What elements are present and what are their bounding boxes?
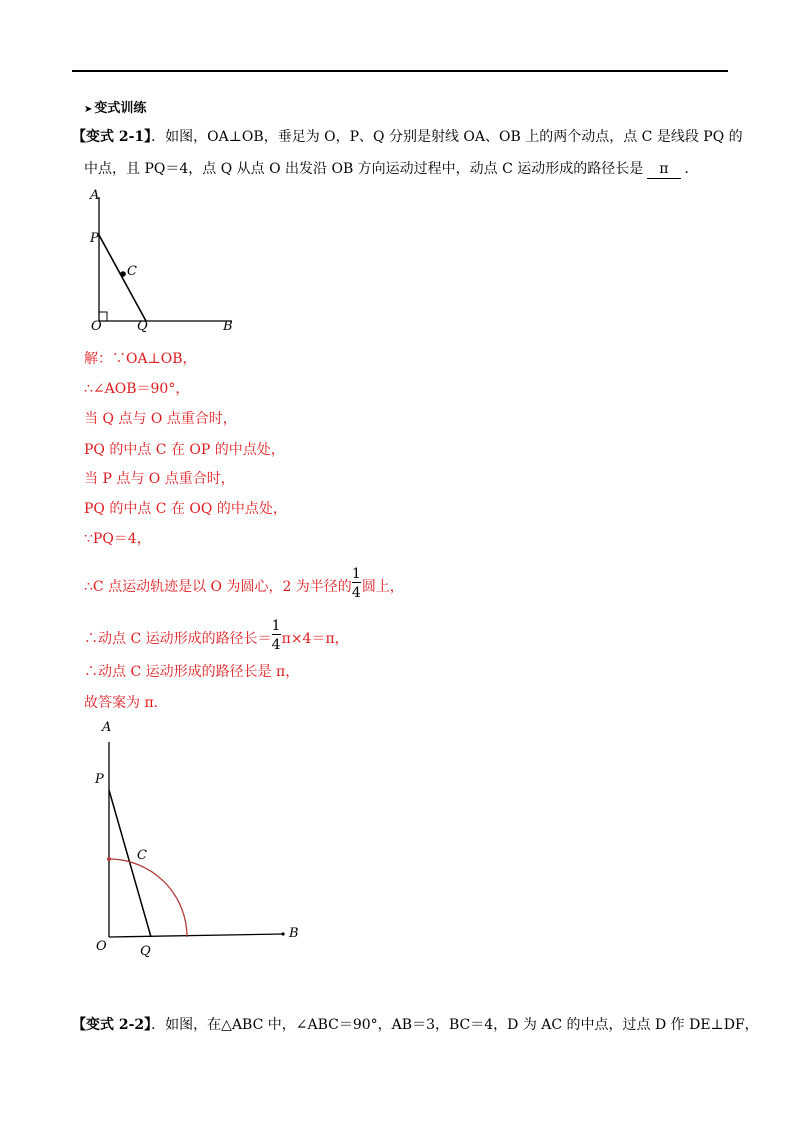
fig2-label-o: O — [96, 939, 107, 954]
problem-2-line-1 — [72, 1016, 759, 1034]
fig2-label-q: Q — [140, 944, 151, 959]
solution-line-3: 当 Q 点与 O 点重合时， — [84, 411, 237, 427]
fig1-label-o: O — [91, 319, 102, 334]
solution-line-2: ∴∠AOB＝90°， — [84, 381, 190, 397]
fig2-label-a: A — [102, 720, 112, 735]
fig1-label-c: C — [127, 264, 137, 279]
problem-1-line-1 — [72, 128, 743, 146]
arrow-bullet-icon: ➤ — [84, 104, 93, 115]
fraction-denominator: 4 — [351, 585, 361, 601]
solution-line-9-text: ∴动点 C 运动形成的路径长＝ — [84, 631, 272, 647]
arc-start-point — [107, 857, 111, 861]
solution-line-1: 解：∵OA⊥OB， — [84, 351, 197, 367]
solution-line-4: PQ 的中点 C 在 OP 的中点处， — [84, 442, 285, 458]
header-rule — [72, 70, 728, 72]
solution-line-10: ∴动点 C 运动形成的路径长是 π， — [84, 664, 300, 680]
problem-1-text-2-end: ． — [684, 161, 699, 177]
solution-line-6: PQ 的中点 C 在 OQ 的中点处， — [84, 501, 287, 517]
solution-line-8-text: ∴C 点运动轨迹是以 O 为圆心，2 为半径的 — [84, 579, 352, 595]
section-title: 变式训练 — [94, 101, 147, 116]
problem-2-tag: 【变式 2-2】 — [72, 1017, 152, 1033]
fraction-numerator: 1 — [351, 566, 361, 582]
problem-1-text-1: ．如图，OA⊥OB，垂足为 O，P、Q 分别是射线 OA、OB 上的两个动点，点 C 是线段 PQ 的 — [151, 129, 743, 145]
fig2-label-c: C — [137, 848, 147, 863]
section-heading — [84, 100, 146, 119]
problem-1-tag: 【变式 2-1】 — [72, 129, 152, 145]
fig1-label-q: Q — [137, 319, 148, 334]
problem-1-answer: π — [647, 160, 680, 179]
segment-pq — [99, 235, 146, 321]
fig1-label-b: B — [223, 319, 233, 334]
point-b-2 — [281, 932, 284, 935]
fig1-label-p: P — [90, 231, 99, 246]
problem-1-line-2 — [84, 160, 699, 179]
fig1-label-a: A — [90, 188, 100, 203]
solution-line-8 — [84, 566, 404, 601]
solution-line-8-end: 圆上， — [361, 579, 404, 595]
fraction-numerator-2: 1 — [271, 618, 281, 634]
solution-line-5: 当 P 点与 O 点重合时， — [84, 471, 235, 487]
solution-line-7: ∵PQ＝4， — [84, 531, 151, 547]
solution-line-9-end: π×4＝π， — [281, 631, 349, 647]
solution-line-9 — [84, 618, 349, 653]
figure-2 — [90, 730, 310, 950]
figure-1 — [80, 185, 250, 335]
fraction-denominator-2: 4 — [271, 637, 281, 653]
segment-pq-2 — [109, 790, 151, 937]
ray-ob-2 — [109, 934, 283, 937]
problem-1-text-2: 中点，且 PQ＝4，点 Q 从点 O 出发沿 OB 方向运动过程中，动点 C 运动形成的路径长是 — [84, 161, 644, 177]
fig2-label-b: B — [289, 926, 299, 941]
point-c — [120, 271, 126, 277]
problem-2-text-1: ．如图，在△ABC 中，∠ABC＝90°，AB＝3，BC＝4，D 为 AC 的中点，过点 D 作 DE⊥DF， — [151, 1017, 759, 1033]
fig2-label-p: P — [95, 772, 104, 787]
solution-line-11: 故答案为 π. — [84, 695, 159, 711]
